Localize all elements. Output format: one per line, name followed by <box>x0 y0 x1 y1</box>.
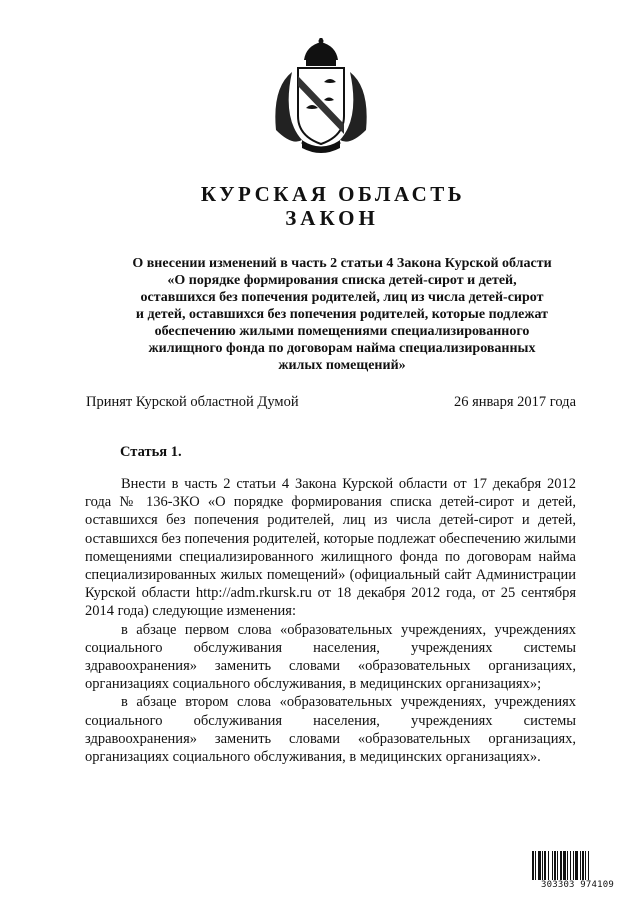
barcode-bar <box>570 851 571 881</box>
article-heading: Статья 1. <box>120 444 182 460</box>
adoption-line <box>86 393 576 411</box>
adopted-by: Принят Курской областной Думой <box>86 394 299 410</box>
law-title-line: жилищного фонда по договорам найма специализированных <box>148 341 536 356</box>
barcode-bar <box>575 851 578 881</box>
law-title <box>108 255 576 374</box>
barcode-bar <box>573 851 574 881</box>
article-body <box>85 475 576 766</box>
region-heading: КУРСКАЯ ОБЛАСТЬ <box>200 182 466 206</box>
barcode-bar <box>563 851 566 881</box>
barcode-bar <box>582 851 584 881</box>
barcode-bar <box>554 851 556 881</box>
adoption-date: 26 января 2017 года <box>453 394 576 410</box>
coat-of-arms-emblem <box>262 38 380 158</box>
law-title-line: оставшихся без попечения родителей, лиц из числа детей-сирот <box>140 290 544 305</box>
barcode-bar <box>560 851 562 881</box>
barcode-bar <box>548 851 549 881</box>
barcode-number: 303303 974109 <box>531 880 624 890</box>
article-paragraph: в абзаце первом слова «образовательных учреждениях, учреждениях социального обслуживания населения, учреждениях системы здравоохранения» заменить словами «образовательных организациях, организациях социального обслуживания, в медицинских организациях»; <box>85 621 576 693</box>
barcode-bar <box>552 851 553 881</box>
barcode-bar <box>535 851 536 881</box>
law-title-line: О внесении изменений в часть 2 статьи 4 Закона Курской области <box>132 256 552 271</box>
article-paragraph: в абзаце втором слова «образовательных учреждениях, учреждениях социального обслуживания населения, учреждениях системы здравоохранения» заменить словами «образовательных организациях, организациях социального обслуживания, в медицинских организациях». <box>85 694 576 766</box>
law-title-line: обеспечению жилыми помещениями специализированного <box>154 324 530 339</box>
law-title-line: «О порядке формирования списка детей-сирот и детей, <box>167 273 517 288</box>
barcode-bar <box>544 851 546 881</box>
barcode-bar <box>557 851 558 881</box>
article-paragraph: Внести в часть 2 статьи 4 Закона Курской области от 17 декабря 2012 года № 136-ЗКО «О порядке формирования списка детей-сирот и детей, оставшихся без попечения родителей, лиц из числа детей-сирот и детей, оставшихся без попечения родителей, которые подлежат обеспечению жилыми помещениями специализированного жилищного фонда по договорам найма специализированных жилых помещений» (официальный сайт Администрации Курской области http://adm.rkursk.ru от 18 декабря 2012 года, от 25 сентября 2014 года) следующие изменения: <box>85 476 576 620</box>
document-type-heading: ЗАКОН <box>285 206 379 230</box>
barcode-bar <box>585 851 586 881</box>
barcode-bar <box>588 851 589 881</box>
barcode-bar <box>567 851 568 881</box>
barcode-bar <box>580 851 581 881</box>
law-title-line: жилых помещений» <box>278 358 406 373</box>
barcode-bar <box>532 851 534 881</box>
barcode-bar <box>538 851 541 881</box>
law-title-line: и детей, оставшихся без попечения родителей, которые подлежат <box>135 307 549 322</box>
barcode-bar <box>542 851 543 881</box>
